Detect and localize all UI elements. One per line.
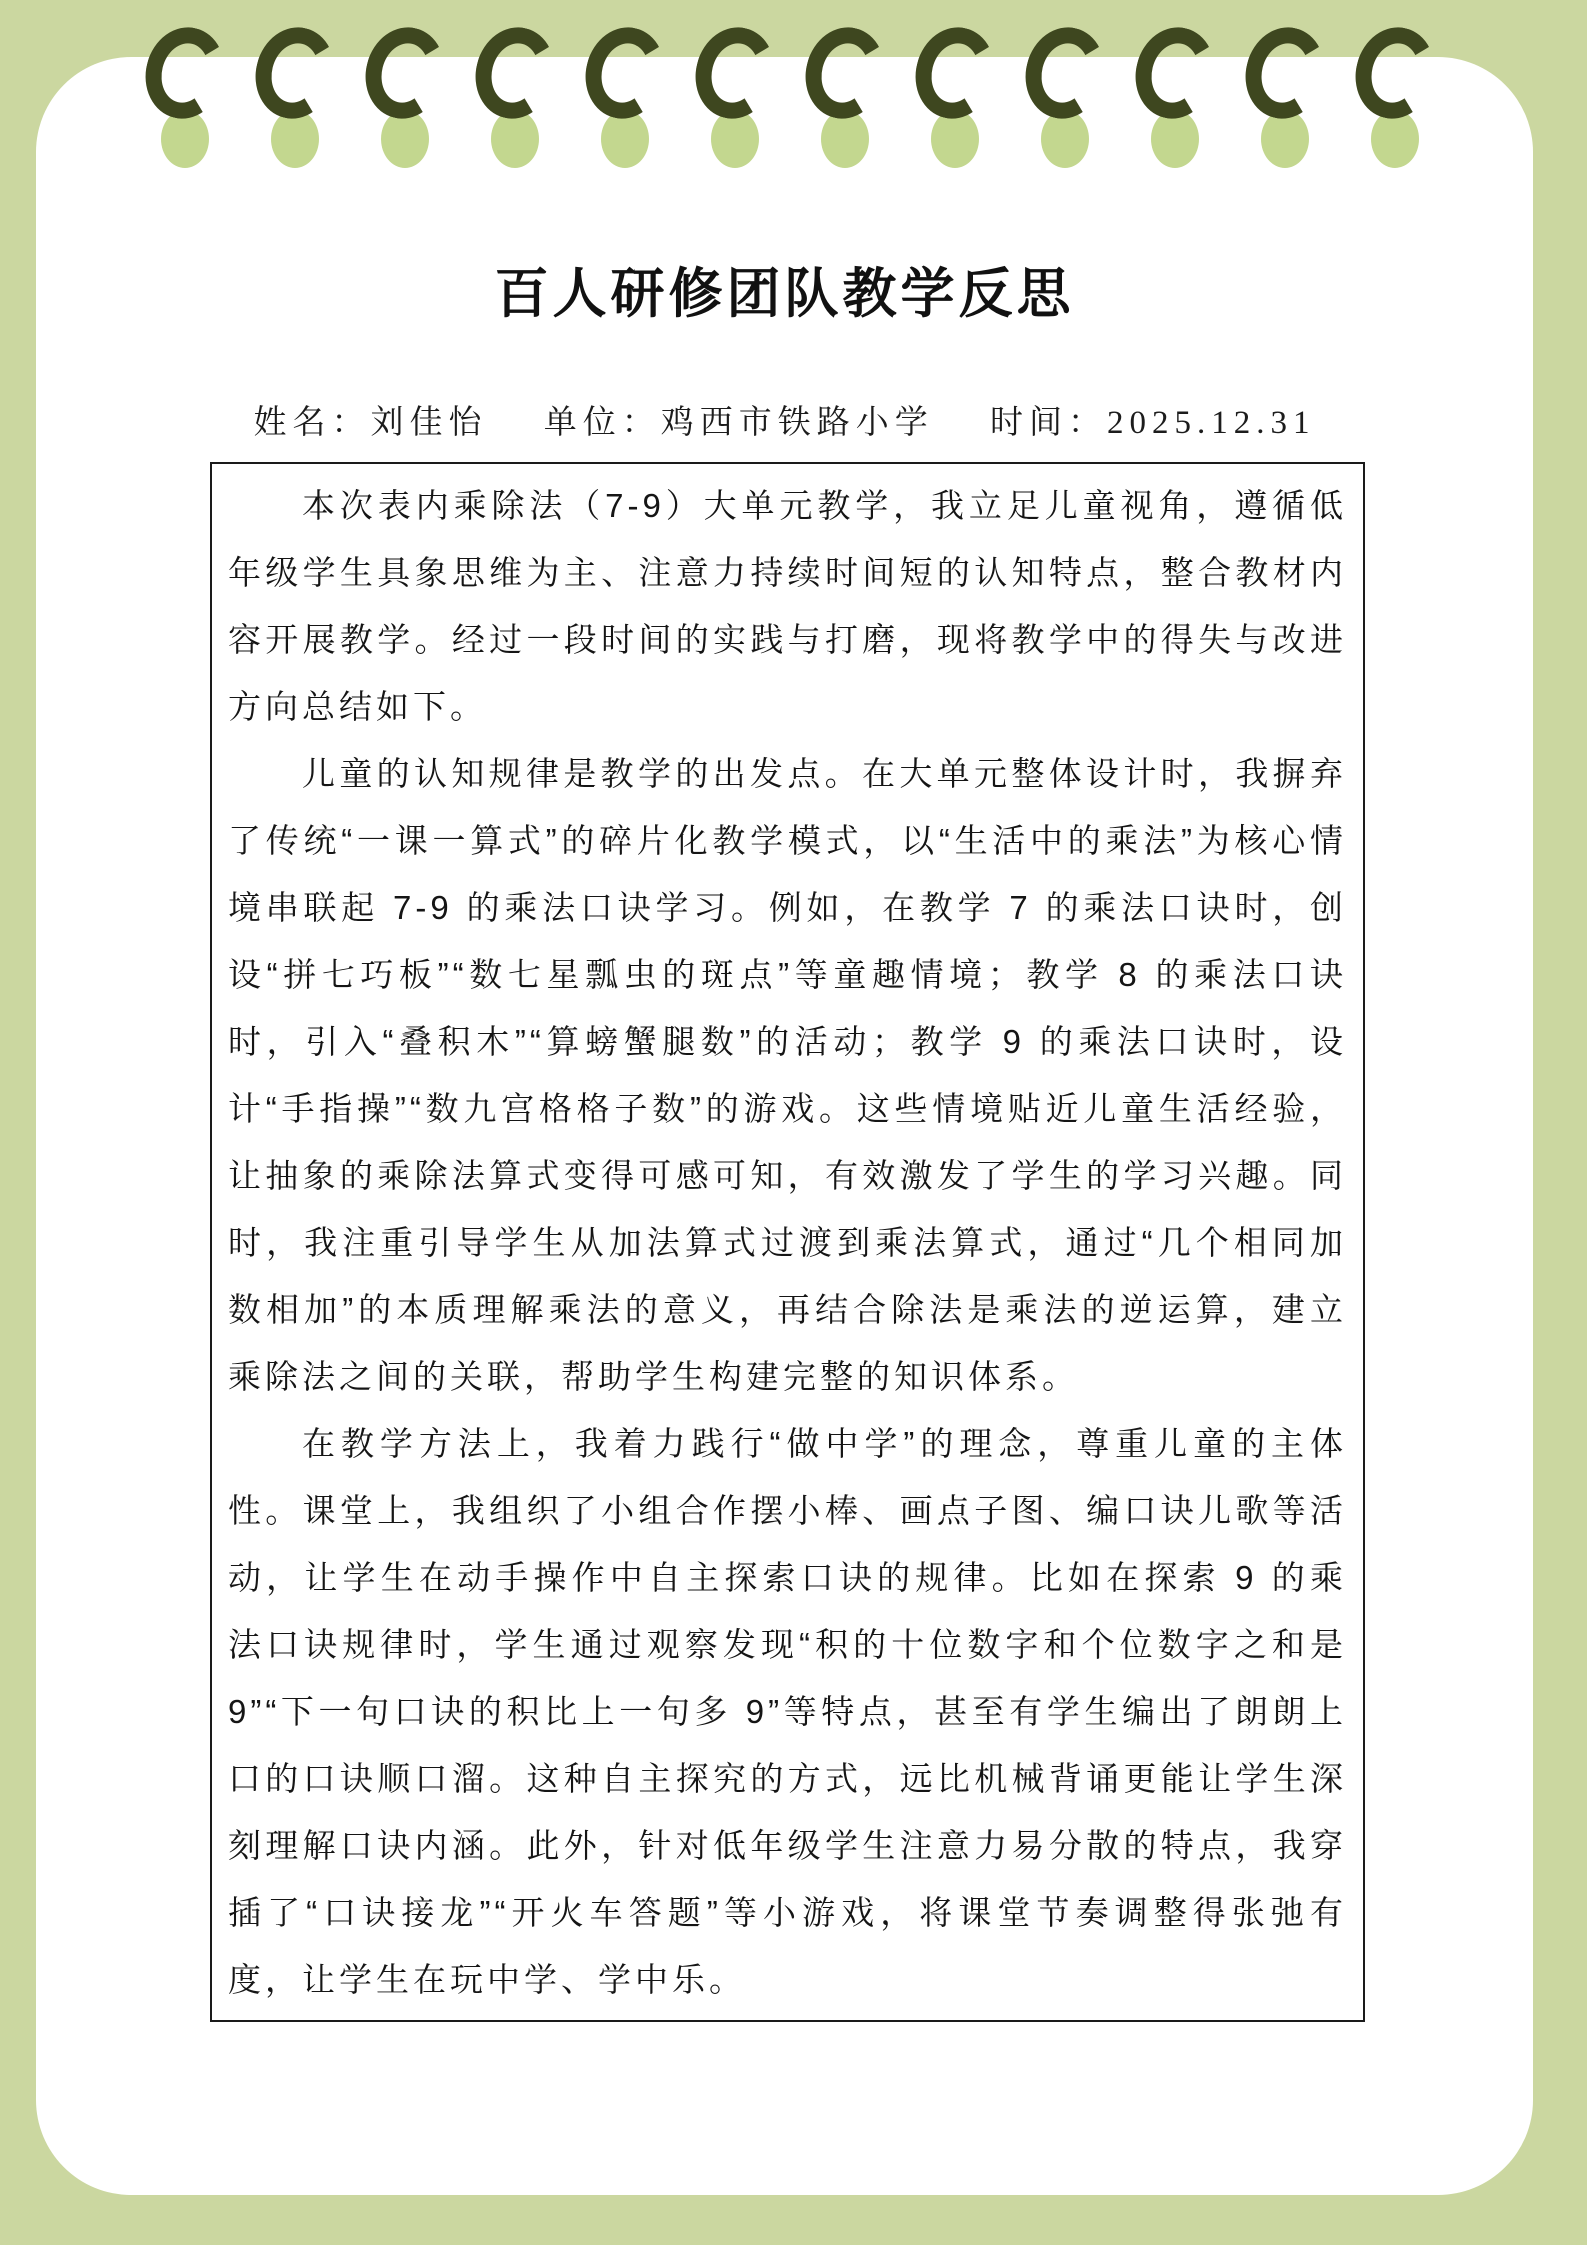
ring-unit [1026,0,1104,180]
reflection-text-box [210,462,1365,2022]
ring-unit [476,0,554,180]
paragraph-3: 在教学方法上，我着力践行“做中学”的理念，尊重儿童的主体性。课堂上，我组织了小组合作摆小棒、画点子图、编口诀儿歌等活动，让学生在动手操作中自主探索口诀的规律。比如在探索 9 的乘法口诀规律时，学生通过观察发现“积的十位数字和个位数字之和是 9”“下一句口诀的积比上一句多 9”等特点，甚至有学生编出了朗朗上口的口诀顺口溜。这种自主探究的方式，远比机械背诵更能让学生深刻理解口诀内涵。此外，针对低年级学生注意力易分散的特点，我穿插了“口诀接龙”“开火车答题”等小游戏，将课堂节奏调整得张弛有度，让学生在玩中学、学中乐。 [228,1425,1347,1998]
time-value: 2025.12.31 [1107,405,1316,441]
spiral-ring-icon [686,19,784,127]
spiral-ring-icon [1126,19,1224,127]
paragraph-2: 儿童的认知规律是教学的出发点。在大单元整体设计时，我摒弃了传统“一课一算式”的碎片化教学模式，以“生活中的乘法”为核心情境串联起 7-9 的乘法口诀学习。例如，在教学 7 的乘法口诀时，创设“拼七巧板”“数七星瓢虫的斑点”等童趣情境；教学 8 的乘法口诀时，引入“叠积木”“算螃蟹腿数”的活动；教学 9 的乘法口诀时，设计“手指操”“数九宫格格子数”的游戏。这些情境贴近儿童生活经验，让抽象的乘除法算式变得可感可知，有效激发了学生的学习兴趣。同时，我注重引导学生从加法算式过渡到乘法算式，通过“几个相同加数相加”的本质理解乘法的意义，再结合除法是乘法的逆运算，建立乘除法之间的关联，帮助学生构建完整的知识体系。 [228,755,1347,1395]
name-label: 姓名： [253,405,371,441]
ring-unit [146,0,224,180]
unit-value: 鸡西市铁路小学 [660,405,934,441]
ring-unit [916,0,994,180]
ring-unit [1136,0,1214,180]
ring-unit [256,0,334,180]
page-title: 百人研修团队教学反思 [494,264,1075,324]
ring-unit [806,0,884,180]
time-label: 时间： [990,405,1107,441]
meta-line [36,396,1533,450]
spiral-ring-icon [356,19,454,127]
paragraph-1: 本次表内乘除法（7-9）大单元教学，我立足儿童视角，遵循低年级学生具象思维为主、注意力持续时间短的认知特点，整合教材内容开展教学。经过一段时间的实践与打磨，现将教学中的得失与改进方向总结如下。 [228,487,1347,725]
spiral-ring-icon [1346,19,1444,127]
spiral-ring-icon [246,19,344,127]
unit-field [544,405,934,441]
ring-unit [696,0,774,180]
name-value: 刘佳怡 [370,405,488,441]
name-field [254,405,488,441]
ring-unit [366,0,444,180]
time-field [990,405,1316,441]
spiral-ring-icon [466,19,564,127]
spiral-ring-icon [1236,19,1334,127]
spiral-binding [0,0,1587,200]
ring-unit [1356,0,1434,180]
ring-unit [1246,0,1324,180]
spiral-ring-icon [1016,19,1114,127]
spiral-ring-icon [576,19,674,127]
ring-unit [586,0,664,180]
spiral-ring-icon [906,19,1004,127]
spiral-ring-icon [136,19,234,127]
unit-label: 单位： [543,405,661,441]
spiral-ring-icon [796,19,894,127]
